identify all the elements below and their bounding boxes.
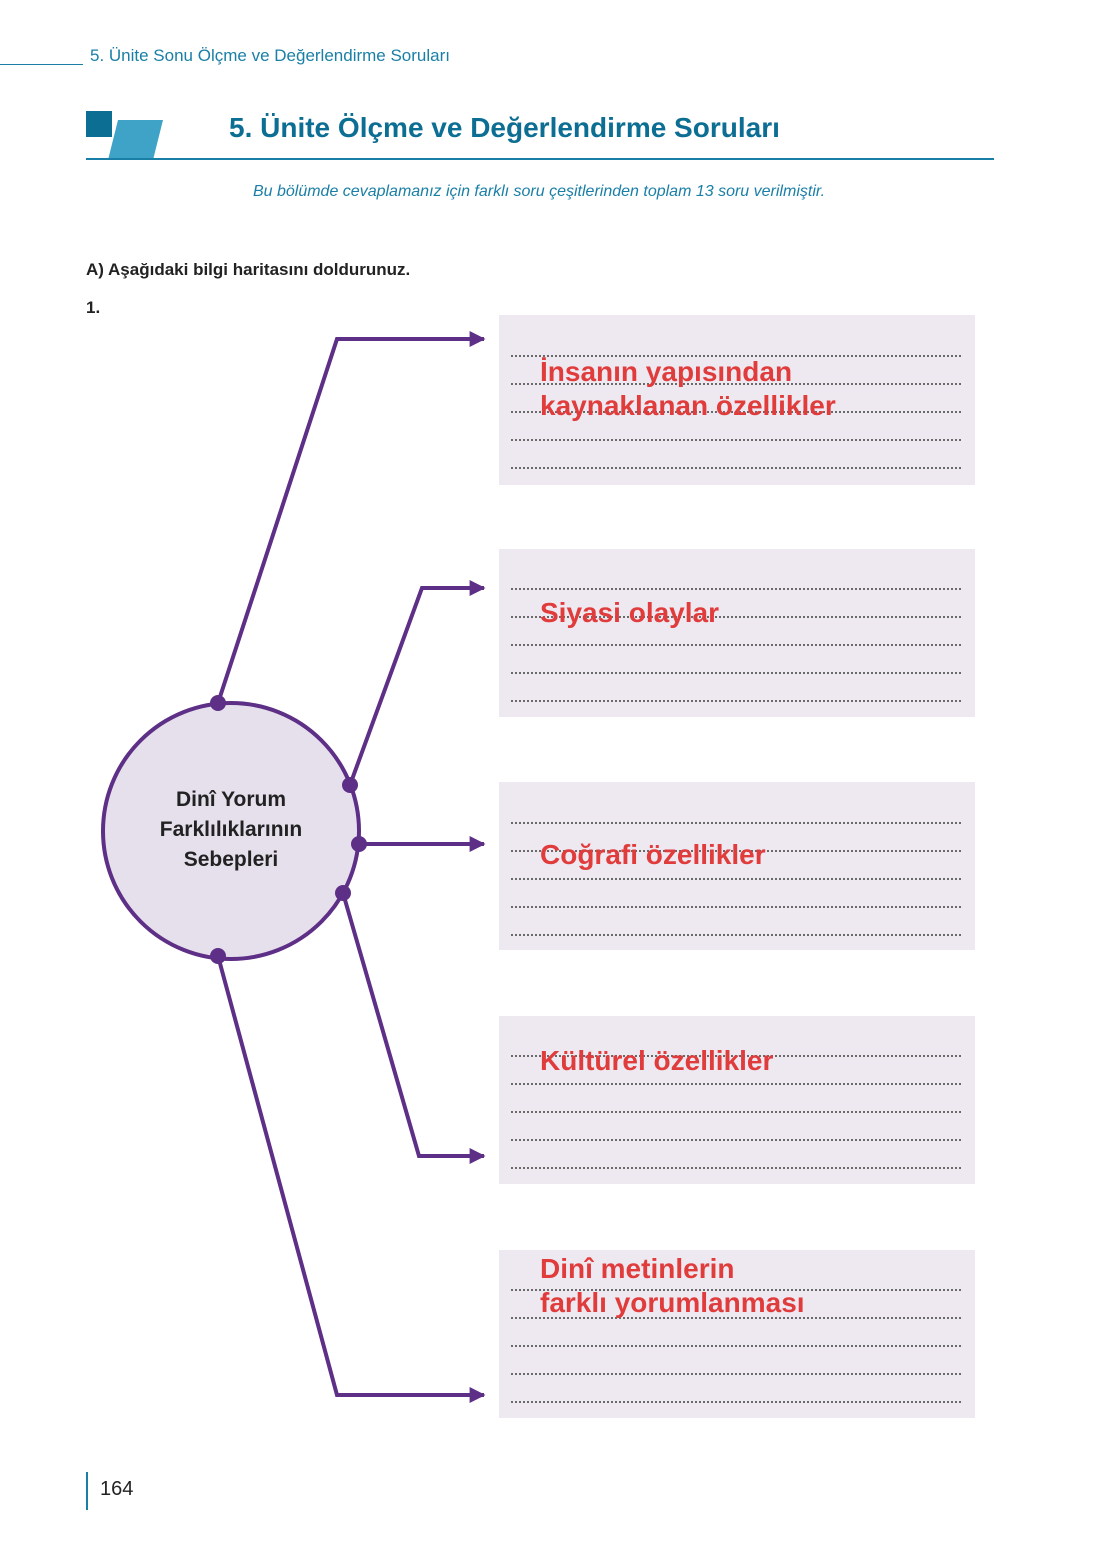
center-label-line-1: Dinî Yorum [175, 788, 287, 811]
branch-line-4 [343, 893, 484, 1156]
dotted-line [511, 934, 961, 936]
branch-node-1 [210, 695, 226, 711]
answer-box-5[interactable] [499, 1250, 975, 1418]
answer-box-2[interactable] [499, 549, 975, 717]
branch-node-5 [210, 948, 226, 964]
branch-node-3 [351, 836, 367, 852]
answer-text-4: Kültürel özellikler [540, 1045, 774, 1076]
branch-line-2 [350, 588, 484, 785]
page-number: 164 [100, 1478, 134, 1500]
center-label [120, 785, 342, 875]
page-title: 5. Ünite Ölçme ve Değerlendirme Soruları [229, 112, 780, 143]
intro-text: Bu bölümde cevaplamanız için farklı soru çeşitlerinden toplam 13 soru verilmiştir. [252, 183, 826, 200]
branch-line-5 [218, 956, 484, 1395]
branch-node-4 [335, 885, 351, 901]
question-number: 1. [86, 298, 101, 317]
section-heading: A) Aşağıdaki bilgi haritasını doldurunuz. [86, 260, 411, 279]
dotted-line [511, 906, 961, 908]
dotted-line [511, 672, 961, 674]
answer-text-2: Siyasi olaylar [540, 597, 720, 628]
center-label-line-2: Farklılıklarının [159, 818, 303, 841]
dotted-line [511, 588, 961, 590]
answer-box-3[interactable] [499, 782, 975, 950]
footer-rule [86, 1472, 88, 1510]
branch-line-1 [218, 339, 484, 703]
dotted-line [511, 467, 961, 469]
dotted-line [511, 822, 961, 824]
dotted-line [511, 1401, 961, 1403]
answer-box-4[interactable] [499, 1016, 975, 1184]
dotted-line [511, 1345, 961, 1347]
dotted-line [511, 878, 961, 880]
answer-text-5-line-2: farklı yorumlanması [540, 1287, 805, 1318]
answer-text-1-line-2: kaynaklanan özellikler [540, 390, 836, 421]
dotted-line [511, 1373, 961, 1375]
branch-node-2 [342, 777, 358, 793]
answer-box-1[interactable] [499, 315, 975, 485]
dotted-line [511, 1083, 961, 1085]
dotted-line [511, 1139, 961, 1141]
answer-text-1-line-1: İnsanın yapısından [540, 356, 793, 387]
running-header-text: 5. Ünite Sonu Ölçme ve Değerlendirme Soruları [90, 46, 450, 65]
dotted-line [511, 1111, 961, 1113]
center-label-line-3: Sebepleri [183, 848, 279, 871]
dotted-line [511, 644, 961, 646]
dotted-line [511, 439, 961, 441]
dotted-line [511, 1167, 961, 1169]
answer-text-5-line-1: Dinî metinlerin [540, 1253, 735, 1284]
answer-text-3: Coğrafi özellikler [540, 839, 766, 870]
dotted-line [511, 700, 961, 702]
